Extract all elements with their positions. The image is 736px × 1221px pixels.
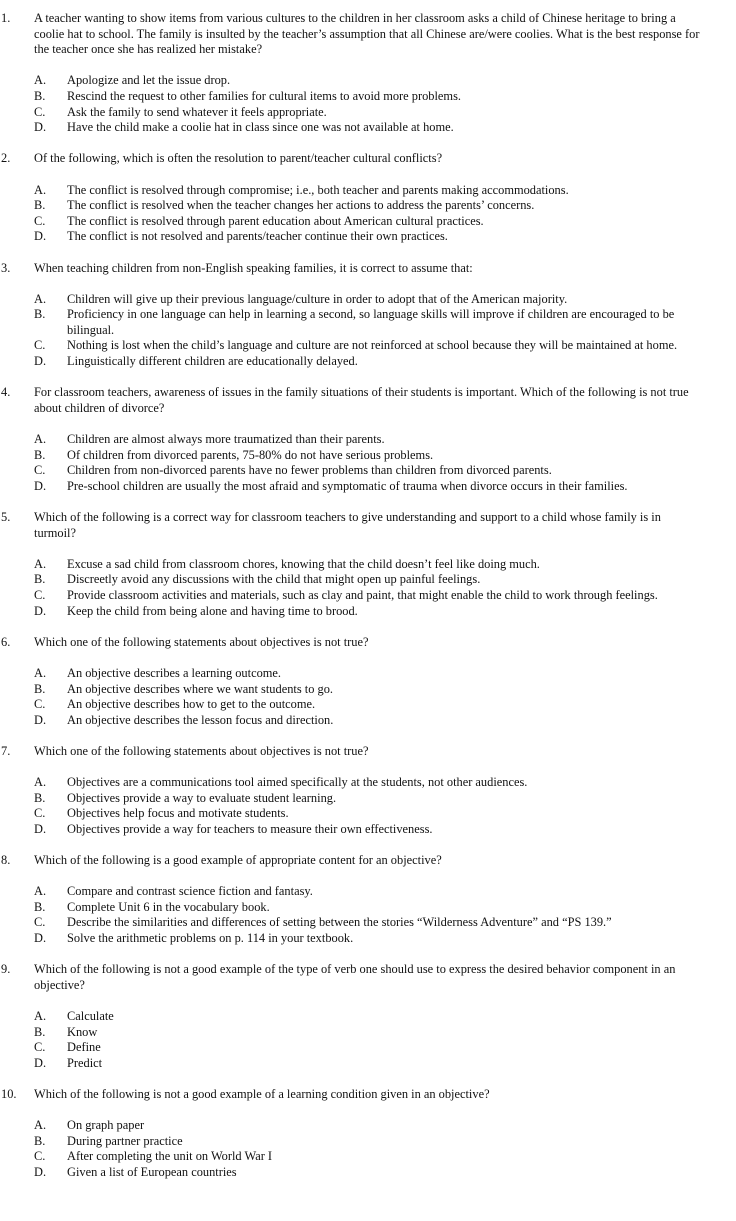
option-letter: A. — [34, 182, 47, 197]
question-number: 9. — [1, 962, 11, 977]
question-text — [34, 635, 736, 651]
question-number: 3. — [1, 260, 11, 275]
option-text — [67, 89, 736, 105]
answer-options — [0, 1009, 736, 1071]
option-letter: C. — [34, 104, 46, 119]
question-text — [34, 151, 736, 167]
option-letter: D. — [34, 712, 47, 727]
question-item — [0, 962, 736, 1071]
answer-option — [0, 822, 736, 838]
option-text-line: Have the child make a coolie hat in class since one was not available at home. — [67, 120, 454, 135]
option-text — [67, 588, 736, 604]
answer-option — [0, 915, 736, 931]
answer-option — [0, 806, 736, 822]
option-letter: C. — [34, 806, 46, 821]
option-text-line: Linguistically different children are educationally delayed. — [67, 354, 358, 369]
option-text-line: An objective describes the lesson focus and direction. — [67, 712, 334, 727]
answer-option — [0, 682, 736, 698]
answer-options — [0, 557, 736, 619]
option-text — [67, 915, 736, 931]
question-text-line: Of the following, which is often the resolution to parent/teacher cultural conflicts? — [34, 151, 443, 166]
option-text — [67, 183, 736, 199]
option-text-line: Discreetly avoid any discussions with the child that might open up painful feelings. — [67, 572, 481, 587]
answer-option — [0, 73, 736, 89]
option-text — [67, 697, 736, 713]
answer-option — [0, 588, 736, 604]
option-text-line: Nothing is lost when the child’s language and culture are not reinforced at school because they will be maintained at home. — [67, 338, 678, 353]
option-letter: B. — [34, 790, 46, 805]
question-text-line: A teacher wanting to show items from various cultures to the children in her classroom asks a child of Chinese heritage to bring a — [34, 11, 676, 25]
option-text-line: The conflict is not resolved and parents/teacher continue their own practices. — [67, 229, 448, 244]
question-text-line: turmoil? — [34, 525, 76, 540]
option-text-line: Predict — [67, 1055, 103, 1070]
option-text-line: Describe the similarities and differences of setting between the stories “Wilderness Adventure” and “PS 139.” — [67, 915, 612, 930]
question-item — [0, 1087, 736, 1181]
option-text — [67, 448, 736, 464]
option-text-line: An objective describes where we want students to go. — [67, 681, 333, 696]
option-text — [67, 214, 736, 230]
option-text-line: Complete Unit 6 in the vocabulary book. — [67, 899, 270, 914]
question-number: 4. — [1, 385, 11, 400]
option-letter: B. — [34, 88, 46, 103]
question-text-line: about children of divorce? — [34, 400, 165, 415]
option-text — [67, 666, 736, 682]
answer-option — [0, 120, 736, 136]
option-text — [67, 1025, 736, 1041]
question-item — [0, 744, 736, 838]
option-letter: D. — [34, 120, 47, 135]
question-text-line: Which one of the following statements about objectives is not true? — [34, 743, 369, 758]
question-number: 6. — [1, 634, 11, 649]
option-letter: C. — [34, 587, 46, 602]
answer-option — [0, 89, 736, 105]
option-text-line: During partner practice — [67, 1133, 183, 1148]
question-text-line: Which of the following is not a good example of a learning condition given in an objective? — [34, 1086, 490, 1101]
question-stem — [0, 853, 736, 869]
option-text-line: Solve the arithmetic problems on p. 114 in your textbook. — [67, 931, 354, 946]
option-text-line: The conflict is resolved through parent education about American cultural practices. — [67, 213, 484, 228]
question-text — [34, 853, 736, 869]
answer-option — [0, 1149, 736, 1165]
option-letter: B. — [34, 307, 46, 322]
option-letter: C. — [34, 338, 46, 353]
option-text-line: Pre-school children are usually the most afraid and symptomatic of trauma when divorce occurs in their families. — [67, 478, 628, 493]
option-text — [67, 338, 736, 354]
question-text — [34, 962, 736, 993]
option-text — [67, 1009, 736, 1025]
option-letter: A. — [34, 665, 47, 680]
option-text-line: Objectives are a communications tool aimed specifically at the students, not other audiences. — [67, 775, 528, 790]
question-stem — [0, 261, 736, 277]
answer-option — [0, 354, 736, 370]
option-letter: C. — [34, 1040, 46, 1055]
option-letter: D. — [34, 354, 47, 369]
question-text-line: Which of the following is not a good example of the type of verb one should use to express the desired behavior component in an — [34, 962, 676, 977]
question-stem — [0, 744, 736, 760]
answer-option — [0, 1056, 736, 1072]
question-number: 1. — [1, 11, 11, 25]
option-letter: C. — [34, 463, 46, 478]
question-item — [0, 635, 736, 729]
answer-options — [0, 1118, 736, 1180]
option-text — [67, 931, 736, 947]
answer-option — [0, 448, 736, 464]
question-item — [0, 151, 736, 245]
option-text — [67, 354, 736, 370]
option-text-line: After completing the unit on World War I — [67, 1149, 273, 1164]
option-text-line: Objectives help focus and motivate students. — [67, 806, 289, 821]
option-letter: A. — [34, 1009, 47, 1023]
answer-option — [0, 572, 736, 588]
answer-option — [0, 604, 736, 620]
option-text — [67, 198, 736, 214]
option-letter: D. — [34, 1055, 47, 1070]
answer-option — [0, 1134, 736, 1150]
answer-option — [0, 307, 736, 338]
answer-option — [0, 1009, 736, 1025]
option-text — [67, 557, 736, 573]
answer-option — [0, 229, 736, 245]
option-letter: D. — [34, 478, 47, 493]
option-text — [67, 775, 736, 791]
answer-option — [0, 557, 736, 573]
option-letter: D. — [34, 1164, 47, 1179]
option-text — [67, 713, 736, 729]
option-text-line: Excuse a sad child from classroom chores, knowing that the child doesn’t feel like doing much. — [67, 556, 540, 571]
option-text — [67, 105, 736, 121]
answer-option — [0, 1165, 736, 1181]
option-text-line: bilingual. — [67, 322, 115, 337]
question-number: 8. — [1, 853, 11, 868]
question-item — [0, 385, 736, 494]
question-text-line: For classroom teachers, awareness of issues in the family situations of their students is important. Which of the following is not true — [34, 385, 689, 400]
option-letter: A. — [34, 291, 47, 306]
answer-option — [0, 292, 736, 308]
answer-option — [0, 463, 736, 479]
answer-option — [0, 713, 736, 729]
question-text — [34, 261, 736, 277]
option-letter: B. — [34, 447, 46, 462]
option-text-line: Of children from divorced parents, 75-80% do not have serious problems. — [67, 447, 434, 462]
option-text-line: Children will give up their previous language/culture in order to adopt that of the American majority. — [67, 291, 568, 306]
question-item — [0, 853, 736, 947]
option-text-line: Keep the child from being alone and having time to brood. — [67, 603, 358, 618]
answer-option — [0, 697, 736, 713]
option-letter: D. — [34, 931, 47, 946]
question-text-line: objective? — [34, 977, 85, 992]
option-text-line: Objectives provide a way to evaluate student learning. — [67, 790, 337, 805]
option-letter: A. — [34, 556, 47, 571]
question-stem — [0, 11, 736, 58]
answer-option — [0, 791, 736, 807]
answer-option — [0, 338, 736, 354]
option-text — [67, 572, 736, 588]
answer-option — [0, 183, 736, 199]
option-text — [67, 1056, 736, 1072]
option-letter: D. — [34, 603, 47, 618]
question-text-line: Which of the following is a correct way for classroom teachers to give understanding and support to a child whose family is in — [34, 510, 661, 524]
question-number: 2. — [1, 151, 11, 166]
option-text — [67, 900, 736, 916]
option-letter: D. — [34, 229, 47, 244]
question-text — [34, 11, 736, 58]
option-letter: D. — [34, 821, 47, 836]
option-letter: A. — [34, 432, 47, 447]
answer-options — [0, 775, 736, 837]
answer-option — [0, 214, 736, 230]
answer-options — [0, 884, 736, 946]
option-text — [67, 884, 736, 900]
question-stem — [0, 962, 736, 993]
question-text-line: Which one of the following statements about objectives is not true? — [34, 634, 369, 649]
option-text-line: The conflict is resolved through compromise; i.e., both teacher and parents making accommodations. — [67, 182, 569, 197]
option-text-line: Know — [67, 1024, 98, 1039]
answer-option — [0, 900, 736, 916]
option-text — [67, 463, 736, 479]
question-item — [0, 11, 736, 136]
option-letter: B. — [34, 1133, 46, 1148]
question-text — [34, 510, 736, 541]
question-stem — [0, 1087, 736, 1103]
question-item — [0, 261, 736, 370]
question-text-line: the teacher once she has realized her mistake? — [34, 42, 263, 57]
answer-option — [0, 931, 736, 947]
answer-option — [0, 198, 736, 214]
option-text-line: Objectives provide a way for teachers to measure their own effectiveness. — [67, 821, 433, 836]
option-text — [67, 806, 736, 822]
question-stem — [0, 510, 736, 541]
option-letter: B. — [34, 198, 46, 213]
question-stem — [0, 635, 736, 651]
option-letter: C. — [34, 213, 46, 228]
option-text — [67, 229, 736, 245]
option-text — [67, 479, 736, 495]
option-letter: C. — [34, 915, 46, 930]
option-text-line: An objective describes a learning outcome. — [67, 665, 282, 680]
option-letter: A. — [34, 775, 47, 790]
option-text — [67, 73, 736, 89]
question-stem — [0, 151, 736, 167]
option-letter: B. — [34, 572, 46, 587]
option-text-line: Children are almost always more traumatized than their parents. — [67, 432, 385, 447]
question-text-line: Which of the following is a good example of appropriate content for an objective? — [34, 853, 442, 868]
answer-options — [0, 292, 736, 370]
option-text-line: Ask the family to send whatever it feels appropriate. — [67, 104, 327, 119]
option-text — [67, 822, 736, 838]
option-text — [67, 307, 736, 338]
question-number: 5. — [1, 510, 11, 524]
option-text-line: Compare and contrast science fiction and fantasy. — [67, 884, 313, 899]
answer-option — [0, 1025, 736, 1041]
option-text — [67, 682, 736, 698]
option-text-line: On graph paper — [67, 1118, 145, 1133]
option-text-line: Calculate — [67, 1009, 114, 1023]
question-text — [34, 1087, 736, 1103]
answer-option — [0, 1040, 736, 1056]
option-letter: B. — [34, 681, 46, 696]
option-text — [67, 604, 736, 620]
option-text — [67, 1040, 736, 1056]
option-text-line: The conflict is resolved when the teacher changes her actions to address the parents’ concerns. — [67, 198, 535, 213]
option-letter: C. — [34, 697, 46, 712]
answer-option — [0, 775, 736, 791]
option-text-line: Proficiency in one language can help in learning a second, so language skills will improve if children are encouraged to be — [67, 307, 675, 322]
answer-option — [0, 1118, 736, 1134]
option-letter: A. — [34, 884, 47, 899]
question-text — [34, 744, 736, 760]
question-number: 7. — [1, 743, 11, 758]
question-text-line: When teaching children from non-English speaking families, it is correct to assume that: — [34, 260, 473, 275]
option-letter: C. — [34, 1149, 46, 1164]
option-text — [67, 1118, 736, 1134]
option-text-line: Children from non-divorced parents have no fewer problems than children from divorced parents. — [67, 463, 552, 478]
option-letter: A. — [34, 73, 47, 88]
answer-options — [0, 432, 736, 494]
question-item — [0, 510, 736, 619]
answer-options — [0, 666, 736, 728]
answer-option — [0, 479, 736, 495]
option-text — [67, 120, 736, 136]
question-text-line: coolie hat to school. The family is insulted by the teacher’s assumption that all Chinese are/were coolies. What is the best response for — [34, 26, 700, 41]
option-text-line: Provide classroom activities and materials, such as clay and paint, that might enable the child to work through feelings. — [67, 587, 658, 602]
option-text — [67, 791, 736, 807]
option-letter: A. — [34, 1118, 47, 1133]
question-text — [34, 385, 736, 416]
question-number: 10. — [1, 1086, 17, 1101]
option-letter: B. — [34, 1024, 46, 1039]
option-text-line: Define — [67, 1040, 101, 1055]
option-text-line: Apologize and let the issue drop. — [67, 73, 231, 88]
answer-options — [0, 73, 736, 135]
option-text — [67, 1149, 736, 1165]
answer-option — [0, 105, 736, 121]
answer-options — [0, 183, 736, 245]
quiz-document — [0, 11, 736, 1196]
option-text — [67, 432, 736, 448]
question-stem — [0, 385, 736, 416]
answer-option — [0, 884, 736, 900]
option-text-line: An objective describes how to get to the outcome. — [67, 697, 316, 712]
option-text-line: Rescind the request to other families for cultural items to avoid more problems. — [67, 88, 461, 103]
option-letter: B. — [34, 899, 46, 914]
answer-option — [0, 666, 736, 682]
option-text — [67, 292, 736, 308]
option-text — [67, 1134, 736, 1150]
option-text — [67, 1165, 736, 1181]
answer-option — [0, 432, 736, 448]
option-text-line: Given a list of European countries — [67, 1164, 237, 1179]
